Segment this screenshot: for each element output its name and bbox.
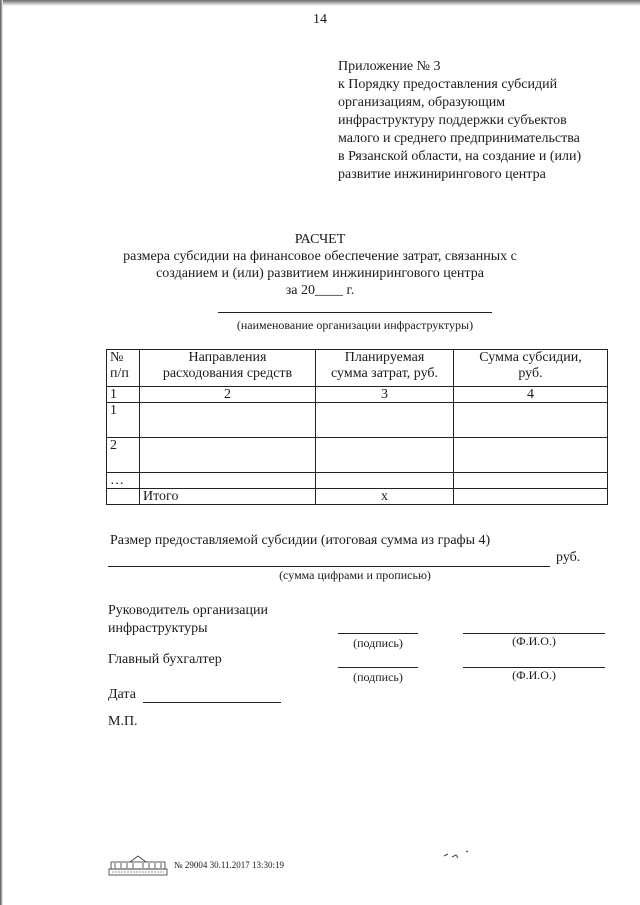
direction-cell[interactable] xyxy=(140,438,316,473)
appendix-reference xyxy=(338,58,628,184)
name-caption: (Ф.И.О.) xyxy=(512,668,556,682)
scan-edge-left xyxy=(0,0,3,905)
total-num-cell xyxy=(107,489,140,505)
accountant-label: Главный бухгалтер xyxy=(108,652,222,667)
table-header-row xyxy=(107,350,608,387)
scan-edge xyxy=(0,0,640,6)
date-label: Дата xyxy=(108,687,136,702)
subsidy-amount-label: Размер предоставляемой субсидии (итоговая сумма из графы 4) xyxy=(110,533,491,548)
planned-cell[interactable] xyxy=(316,403,454,438)
row-number: 2 xyxy=(107,438,140,473)
subsidy-cell[interactable] xyxy=(454,403,608,438)
header-subsidy: Сумма субсидии, руб. xyxy=(454,350,608,387)
date-field[interactable] xyxy=(143,702,281,703)
column-number-row xyxy=(107,387,608,403)
column-number: 3 xyxy=(316,387,454,403)
organization-caption: (наименование организации инфраструктуры) xyxy=(236,318,474,332)
subsidy-amount-field[interactable] xyxy=(108,566,550,567)
registration-stamp xyxy=(108,854,284,876)
signature-caption: (подпись) xyxy=(353,636,403,650)
organization-name-field[interactable] xyxy=(218,312,492,313)
header-num: № п/п xyxy=(107,350,140,387)
ink-mark-icon xyxy=(440,848,480,864)
currency-unit: руб. xyxy=(556,550,581,565)
title-line: за 20____ г. xyxy=(285,283,355,298)
appendix-line: к Порядку предоставления субсидий xyxy=(338,77,558,92)
appendix-line: малого и среднего предпринимательства xyxy=(338,131,580,146)
title-heading: РАСЧЕТ xyxy=(294,232,346,247)
stamp-place-label: М.П. xyxy=(108,714,138,729)
column-number: 2 xyxy=(140,387,316,403)
total-label: Итого xyxy=(140,489,316,505)
row-number: 1 xyxy=(107,403,140,438)
building-logo-icon xyxy=(108,854,168,876)
column-number: 4 xyxy=(454,387,608,403)
table-row xyxy=(107,438,608,473)
document-title xyxy=(60,231,580,299)
total-subsidy-cell[interactable] xyxy=(454,489,608,505)
planned-cell[interactable] xyxy=(316,473,454,489)
planned-cell[interactable] xyxy=(316,438,454,473)
calculation-table xyxy=(106,349,608,505)
title-line: размера субсидии на финансовое обеспечение затрат, связанных с xyxy=(123,249,517,264)
appendix-line: в Рязанской области, на создание и (или) xyxy=(338,149,582,164)
direction-cell[interactable] xyxy=(140,473,316,489)
header-planned: Планируемая сумма затрат, руб. xyxy=(316,350,454,387)
subsidy-cell[interactable] xyxy=(454,438,608,473)
name-caption: (Ф.И.О.) xyxy=(512,634,556,648)
header-direction: Направления расходования средств xyxy=(140,350,316,387)
stamp-text: № 29004 30.11.2017 13:30:19 xyxy=(174,860,285,870)
accountant-signature-field[interactable] xyxy=(338,667,418,668)
subsidy-cell[interactable] xyxy=(454,473,608,489)
table-row xyxy=(107,403,608,438)
signature-caption: (подпись) xyxy=(353,670,403,684)
appendix-line: инфраструктуру поддержки субъектов xyxy=(338,113,567,128)
row-number: … xyxy=(107,473,140,489)
amount-caption: (сумма цифрами и прописью) xyxy=(279,568,431,582)
appendix-line: организациям, образующим xyxy=(338,95,506,110)
appendix-line: Приложение № 3 xyxy=(338,59,441,74)
table-row xyxy=(107,473,608,489)
total-planned: x xyxy=(316,489,454,505)
head-label: Руководитель организации инфраструктуры xyxy=(108,603,268,636)
column-number: 1 xyxy=(107,387,140,403)
total-row xyxy=(107,489,608,505)
title-line: созданием и (или) развитием инжинирингового центра xyxy=(156,266,484,281)
appendix-line: развитие инжинирингового центра xyxy=(338,167,546,182)
direction-cell[interactable] xyxy=(140,403,316,438)
page-number: 14 xyxy=(313,12,327,27)
head-signature-field[interactable] xyxy=(338,633,418,634)
